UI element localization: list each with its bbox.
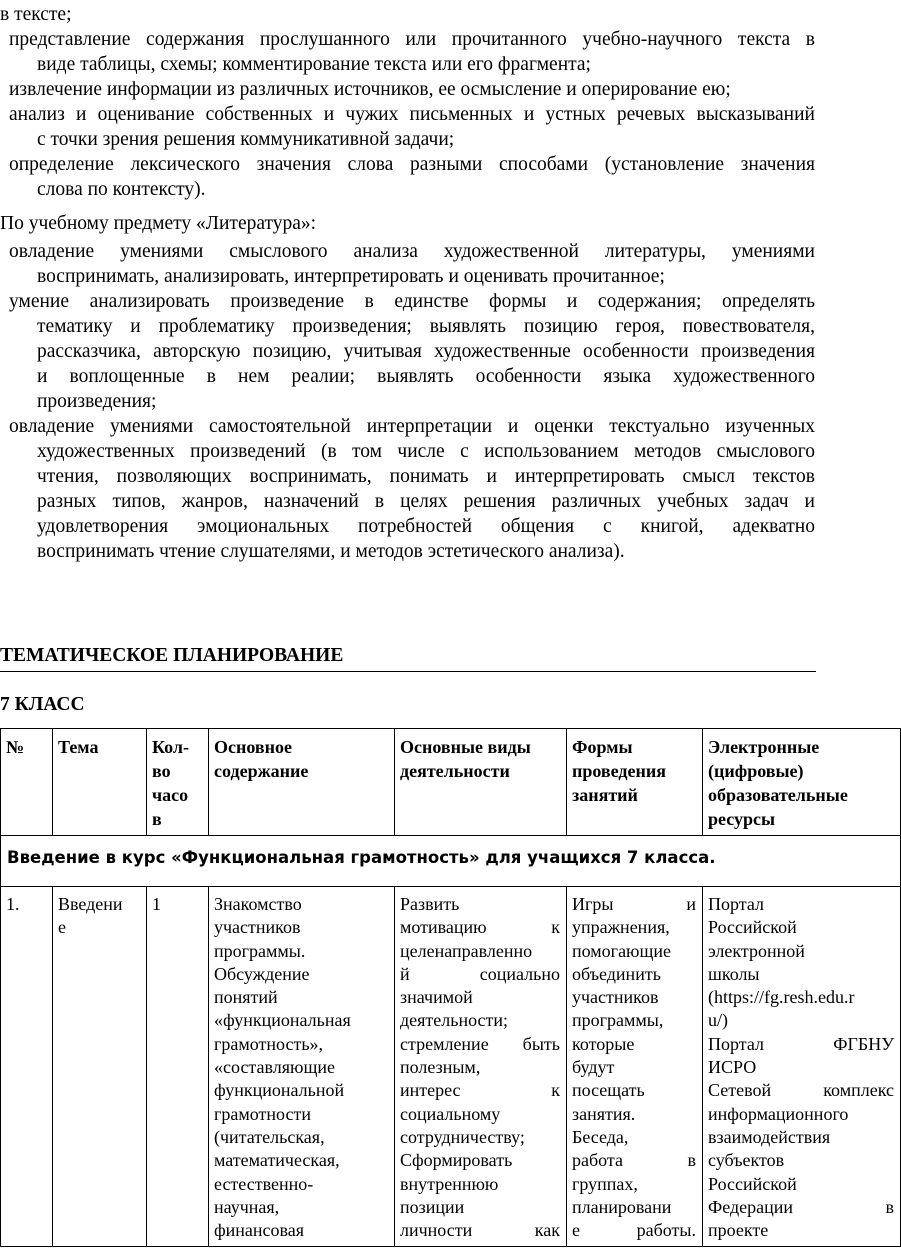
row-hours: 1	[147, 887, 209, 1247]
cell-line: Портал ФГБНУ	[708, 1033, 894, 1054]
cell-line: понятий	[214, 987, 278, 1008]
cell-line: информационного	[708, 1103, 849, 1124]
cell-line: (читательская,	[214, 1126, 325, 1147]
header-forms	[567, 729, 703, 836]
cell-line: содержание	[214, 761, 309, 781]
section-row-title: Введение в курс «Функциональная грамотность» для учащихся 7 класса.	[1, 836, 901, 887]
header-hours	[147, 729, 209, 836]
cell-line: Знакомство	[214, 894, 302, 914]
cell-line: Федерации в	[708, 1196, 894, 1217]
cell-line: Беседа,	[572, 1126, 629, 1147]
text-line: представление содержания прослушанного или прочитанного учебно-научного текста в	[9, 29, 815, 50]
cell-line: планировани	[572, 1196, 672, 1217]
text-line: и воплощенные в нем реалии; выявлять особенности языка художественного	[37, 366, 815, 387]
cell-line: естественно-	[214, 1173, 314, 1194]
cell-line: сотрудничеству;	[400, 1126, 525, 1147]
cell-line: ресурсы	[708, 809, 776, 829]
cell-line: Обсуждение	[214, 963, 310, 984]
header-content	[209, 729, 395, 836]
row-content	[209, 887, 395, 1247]
cell-line: Введени	[58, 894, 123, 914]
cell-line: Кол-	[152, 737, 190, 757]
cell-line: u/)	[708, 1010, 728, 1031]
cell-line: Основное	[214, 737, 292, 757]
cell-line: школы	[708, 963, 760, 984]
text-line: овладение умениями самостоятельной интерпретации и оценки текстуально изученных	[9, 416, 815, 437]
header-topic: Тема	[53, 729, 147, 836]
row-forms	[567, 887, 703, 1247]
cell-line: программы,	[572, 1010, 664, 1031]
cell-line: внутреннюю	[400, 1173, 499, 1194]
text-line: извлечение информации из различных источников, ее осмысление и оперирование ею;	[9, 79, 731, 100]
table-header-row	[1, 729, 901, 836]
text-line: определение лексического значения слова разными способами (установление значения	[9, 154, 815, 175]
cell-line: Сформировать	[400, 1150, 513, 1171]
cell-line: полезным,	[400, 1057, 481, 1078]
cell-line: ИСРО	[708, 1057, 757, 1078]
cell-line: работа в	[572, 1150, 696, 1171]
row-topic	[53, 887, 147, 1247]
cell-line: математическая,	[214, 1150, 340, 1171]
text-line: умение анализировать произведение в единстве формы и содержания; определять	[9, 291, 815, 312]
cell-line: интерес к	[400, 1080, 560, 1101]
cell-line: й социально	[400, 963, 560, 984]
text-line: художественных произведений (в том числе с использованием методов смыслового	[37, 441, 815, 462]
cell-line: (https://fg.resh.edu.r	[708, 987, 855, 1008]
cell-line: целенаправленно	[400, 940, 533, 961]
cell-line: Электронные	[708, 737, 820, 757]
cell-line: стремление быть	[400, 1033, 560, 1054]
cell-line: программы.	[214, 940, 306, 961]
cell-line: «функциональная	[214, 1010, 351, 1031]
cell-line: электронной	[708, 940, 805, 961]
cell-line: помогающие	[572, 940, 671, 961]
table-section-row	[1, 836, 901, 887]
cell-line: е работы.	[572, 1220, 696, 1241]
row-activities	[395, 887, 567, 1247]
cell-line: грамотность»,	[214, 1033, 324, 1054]
section-title-rule	[0, 671, 816, 672]
cell-line: Основные виды	[400, 737, 531, 757]
text-line: в тексте;	[0, 4, 72, 25]
section-title: ТЕМАТИЧЕСКОЕ ПЛАНИРОВАНИЕ	[0, 645, 344, 666]
cell-line: взаимодействия	[708, 1126, 831, 1147]
text-line: анализ и оценивание собственных и чужих письменных и устных речевых высказываний	[9, 104, 815, 125]
cell-line: которые	[572, 1033, 635, 1054]
cell-line: часо	[152, 785, 189, 805]
cell-line: проведения	[572, 761, 666, 781]
cell-line: Игры и	[572, 894, 696, 914]
cell-line: участников	[572, 987, 659, 1008]
cell-line: Формы	[572, 737, 633, 757]
text-line: удовлетворения эмоциональных потребностей общения с книгой, адекватно	[37, 516, 815, 537]
cell-line: участников	[214, 917, 301, 938]
cell-line: е	[58, 917, 66, 938]
cell-line: Портал	[708, 894, 764, 914]
cell-line: научная,	[214, 1196, 280, 1217]
cell-line: «составляющие	[214, 1057, 335, 1078]
literature-intro: По учебному предмету «Литература»:	[0, 213, 317, 234]
header-num: №	[1, 729, 53, 836]
cell-line: Развить	[400, 894, 460, 914]
cell-line: личности как	[400, 1220, 560, 1241]
text-line: чтения, позволяющих воспринимать, понимать и интерпретировать смысл текстов	[37, 466, 815, 487]
cell-line: проекте	[708, 1220, 769, 1241]
class-title: 7 КЛАСС	[0, 694, 85, 715]
thematic-plan-table	[0, 728, 901, 1247]
header-resources	[703, 729, 901, 836]
text-line: виде таблицы, схемы; комментирование текста или его фрагмента;	[37, 54, 591, 75]
text-line: разных типов, жанров, назначений в целях решения различных учебных задач и	[37, 491, 815, 512]
table-row	[1, 887, 901, 1247]
row-num: 1.	[1, 887, 53, 1247]
cell-line: занятия.	[572, 1103, 636, 1124]
cell-line: деятельности	[400, 761, 510, 781]
cell-line: значимой	[400, 987, 473, 1008]
cell-line: позиции	[400, 1196, 465, 1217]
cell-line: во	[152, 761, 171, 781]
cell-line: (цифровые)	[708, 761, 804, 781]
cell-line: Российской	[708, 917, 797, 938]
row-resources	[703, 887, 901, 1247]
cell-line: в	[152, 809, 162, 829]
text-line: тематику и проблематику произведения; выявлять позицию героя, повествователя,	[37, 316, 815, 337]
cell-line: посещать	[572, 1080, 645, 1101]
cell-line: объединить	[572, 963, 661, 984]
cell-line: Сетевой комплекс	[708, 1080, 894, 1101]
text-line: овладение умениями смыслового анализа художественной литературы, умениями	[9, 241, 815, 262]
cell-line: мотивацию к	[400, 917, 560, 938]
text-line: воспринимать, анализировать, интерпретировать и оценивать прочитанное;	[37, 266, 665, 287]
cell-line: Российской	[708, 1173, 797, 1194]
text-line: произведения;	[37, 391, 157, 412]
text-line: воспринимать чтение слушателями, и методов эстетического анализа).	[37, 541, 625, 562]
cell-line: функциональной	[214, 1080, 345, 1101]
cell-line: финансовая	[214, 1220, 305, 1241]
cell-line: деятельности;	[400, 1010, 509, 1031]
cell-line: социальному	[400, 1103, 501, 1124]
cell-line: грамотности	[214, 1103, 311, 1124]
cell-line: группах,	[572, 1173, 638, 1194]
header-activities	[395, 729, 567, 836]
text-line: слова по контексту).	[37, 179, 206, 200]
text-line: с точки зрения решения коммуникативной задачи;	[37, 129, 455, 150]
cell-line: занятий	[572, 785, 638, 805]
text-line: рассказчика, авторскую позицию, учитывая художественные особенности произведения	[37, 341, 815, 362]
cell-line: субъектов	[708, 1150, 785, 1171]
cell-line: образовательные	[708, 785, 848, 805]
cell-line: упражнения,	[572, 917, 670, 938]
cell-line: будут	[572, 1057, 615, 1078]
